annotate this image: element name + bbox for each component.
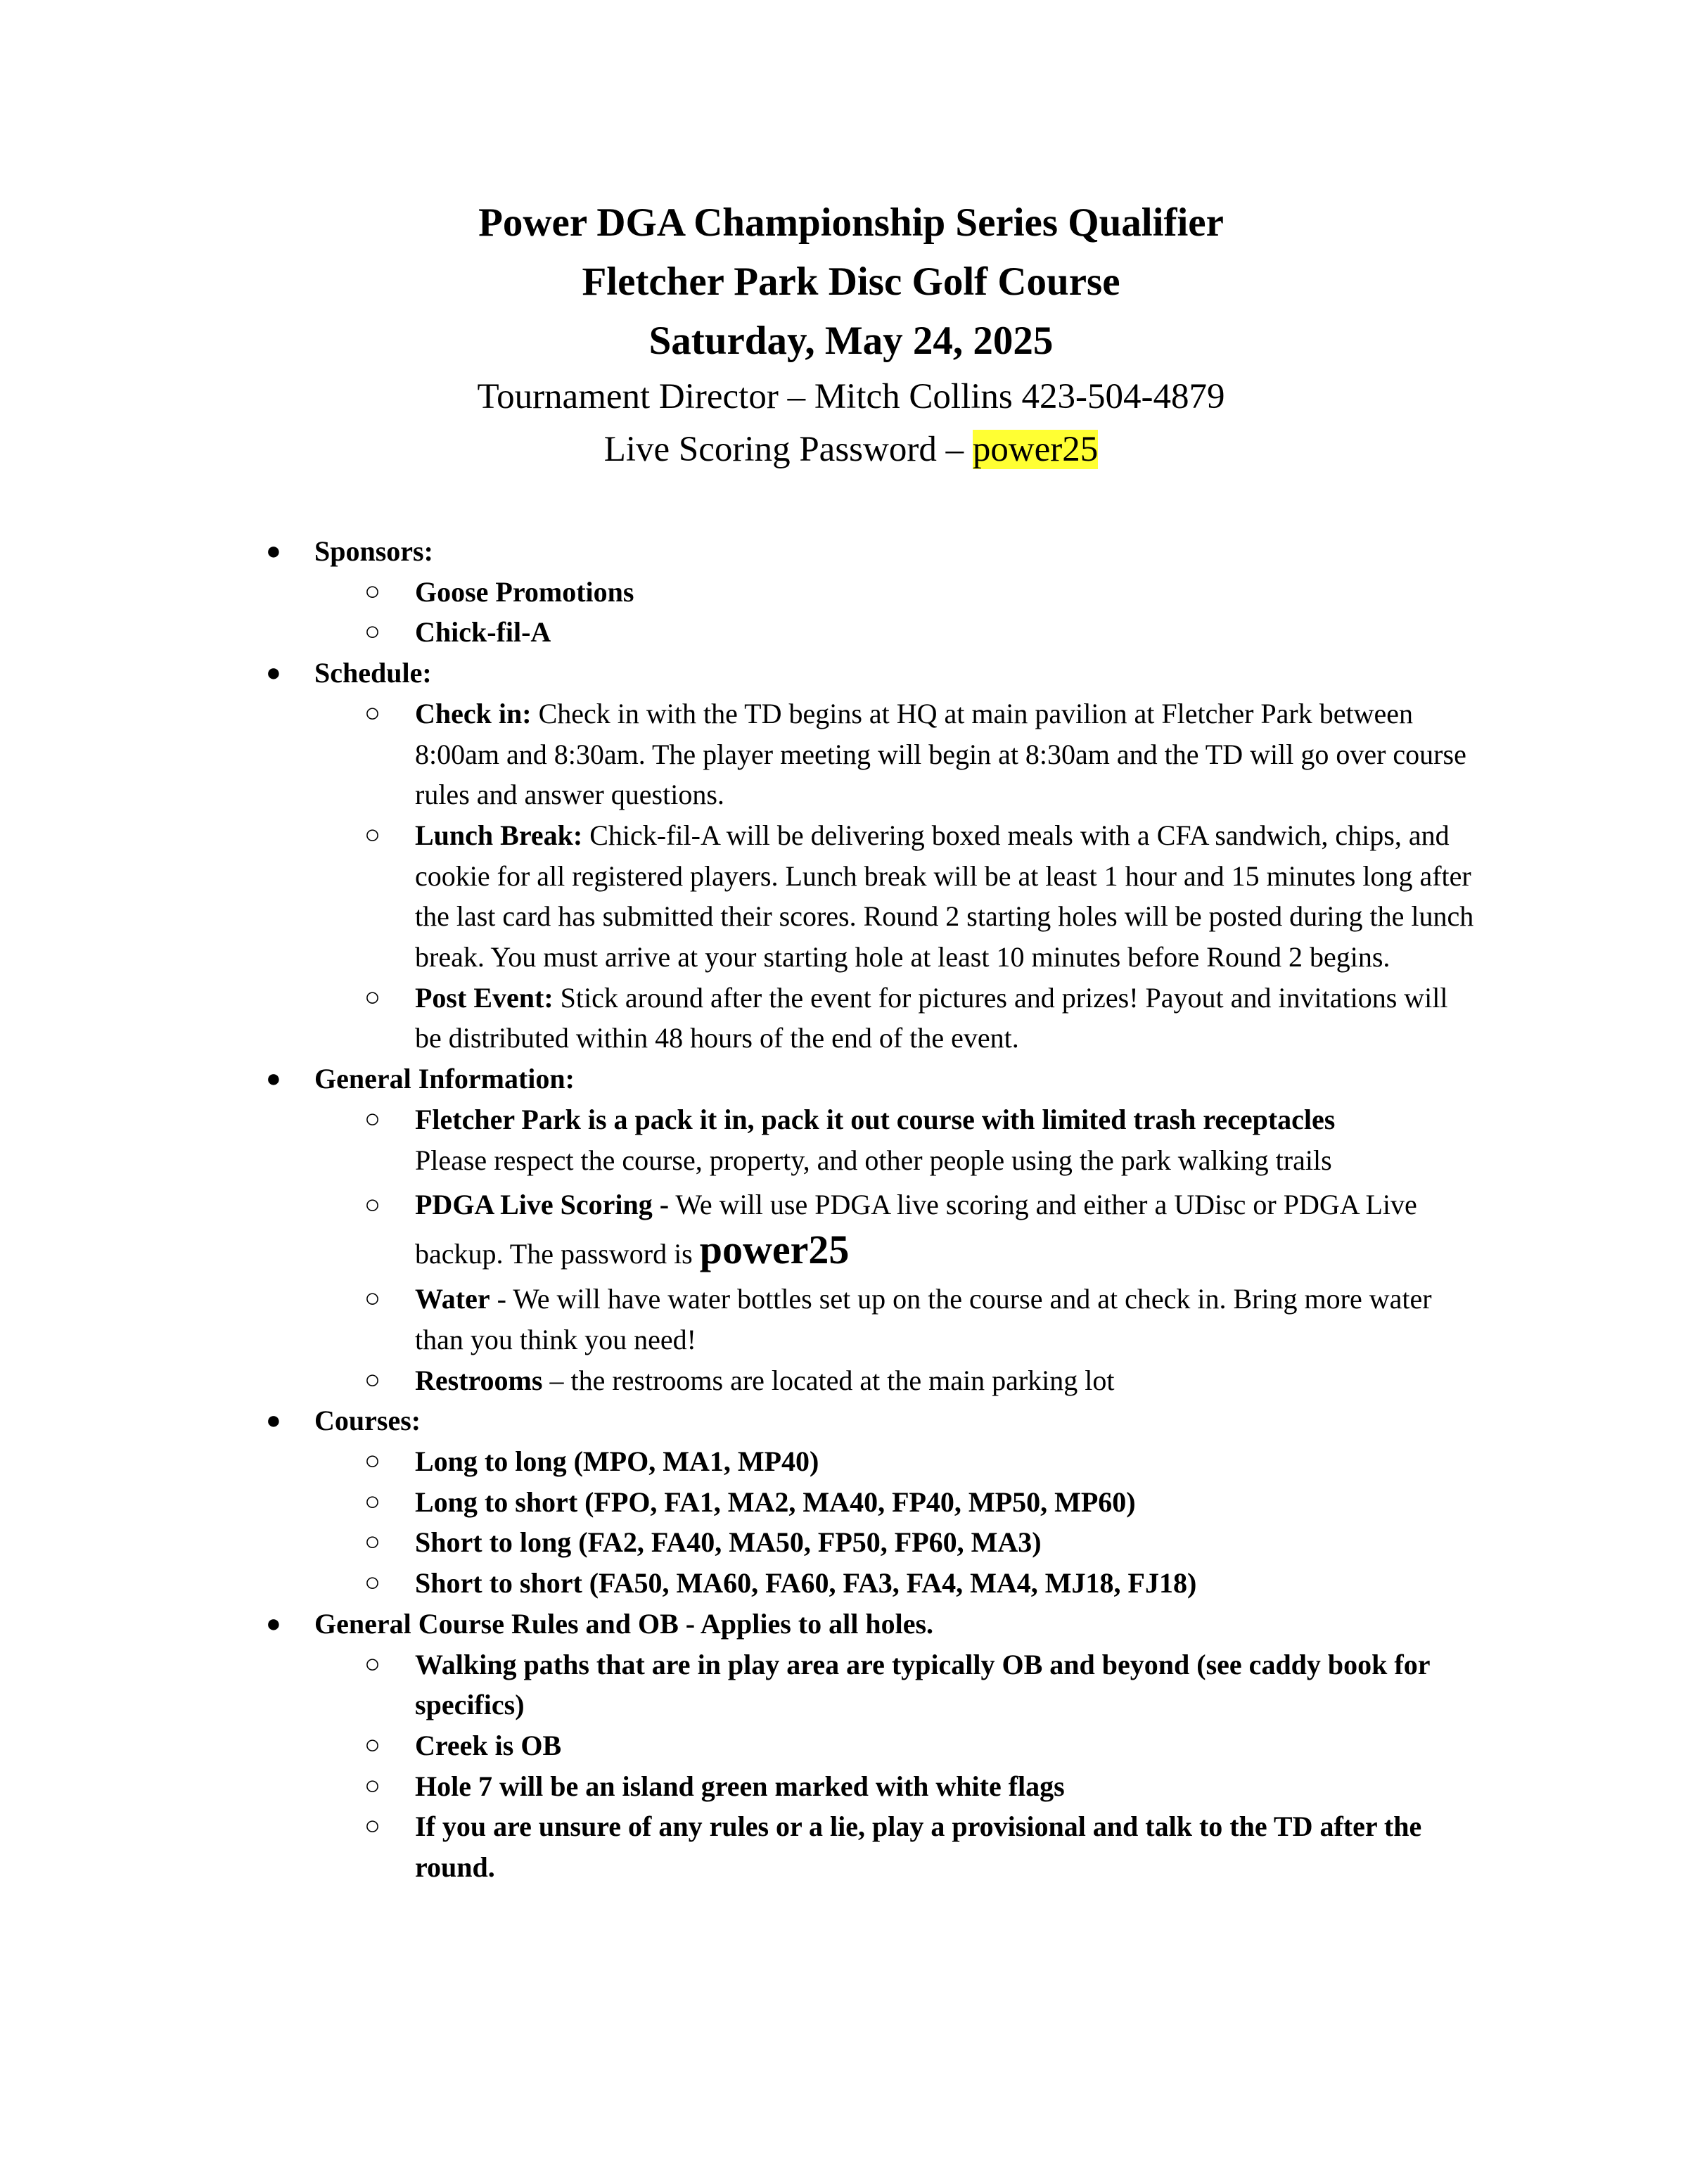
bullet-icon: ● [266,658,281,687]
course-item: ○ Short to long (FA2, FA40, MA50, FP50, FP60, MA3) [0,1522,1688,1563]
course-item: ○ Short to short (FA50, MA60, FA60, FA3, FA4, MA4, MJ18, FJ18) [0,1563,1688,1604]
circle-bullet-icon: ○ [364,1527,381,1557]
bullet-icon: ● [266,537,281,565]
circle-bullet-icon: ○ [364,1365,381,1395]
info-list [0,531,1688,1888]
course-name: Fletcher Park Disc Golf Course [582,260,1120,304]
password-highlight: power25 [972,430,1099,469]
circle-bullet-icon: ○ [364,1811,381,1841]
general-item-pack-it-out: ○ Fletcher Park is a pack it in, pack it out course with limited trash receptacles Please respect the course, property, and other people using the park walking trails [0,1099,1688,1180]
general-item-restrooms: ○ Restrooms – the restrooms are located at the main parking lot [0,1360,1688,1401]
section-course-rules [0,1604,1688,1645]
password-label: Live Scoring Password – [603,430,973,469]
rule-item: ○ If you are unsure of any rules or a lie, play a provisional and talk to the TD after the round. [0,1806,1688,1887]
circle-bullet-icon: ○ [364,819,381,850]
event-title: Power DGA Championship Series Qualifier [478,200,1224,245]
circle-bullet-icon: ○ [364,1104,381,1134]
circle-bullet-icon: ○ [364,576,381,606]
section-courses [0,1400,1688,1441]
schedule-lunch-break: ○ Lunch Break: Chick-fil-A will be delivering boxed meals with a CFA sandwich, chips, and cookie for all registered players. Lunch break will be at least 1 hour and 15 minutes long after the last card has submitted their scores. Round 2 starting holes will be posted during the lunch break. You must arrive at your starting hole at least 10 minutes before Round 2 begins. [0,815,1688,978]
circle-bullet-icon: ○ [364,617,381,647]
general-item-water: ○ Water - We will have water bottles set up on the course and at check in. Bring more water than you think you need! [0,1279,1688,1360]
bullet-icon: ● [266,1406,281,1435]
section-sponsors [0,531,1688,572]
course-item: ○ Long to short (FPO, FA1, MA2, MA40, FP40, MP50, MP60) [0,1482,1688,1523]
circle-bullet-icon: ○ [364,1568,381,1598]
schedule-post-event: ○ Post Event: Stick around after the event for pictures and prizes! Payout and invitations will be distributed within 48 hours of the end of the event. [0,978,1688,1059]
sponsor-item: ○ Goose Promotions [0,572,1688,613]
section-schedule [0,653,1688,694]
rule-item: ○ Walking paths that are in play area are typically OB and beyond (see caddy book for specifics) [0,1645,1688,1725]
password-emphasis: power25 [699,1227,850,1273]
circle-bullet-icon: ○ [364,1730,381,1760]
section-general-information [0,1059,1688,1099]
bullet-icon: ● [266,1609,281,1637]
circle-bullet-icon: ○ [364,1284,381,1314]
circle-bullet-icon: ○ [364,1649,381,1679]
circle-bullet-icon: ○ [364,1446,381,1476]
bullet-icon: ● [266,1064,281,1093]
live-scoring-password-line [0,423,1688,476]
schedule-check-in: ○ Check in: Check in with the TD begins at HQ at main pavilion at Fletcher Park between 8:00am and 8:30am. The player meeting will begin at 8:30am and the TD will go over course rules and answer questions. [0,694,1688,815]
event-date: Saturday, May 24, 2025 [648,319,1054,363]
document-header [0,193,1688,476]
sponsor-item: ○ Chick-fil-A [0,612,1688,653]
section-heading: Courses: [314,1405,421,1437]
section-heading: Sponsors: [314,535,433,567]
circle-bullet-icon: ○ [364,982,381,1012]
circle-bullet-icon: ○ [364,698,381,728]
circle-bullet-icon: ○ [364,1190,381,1220]
circle-bullet-icon: ○ [364,1770,381,1801]
circle-bullet-icon: ○ [364,1486,381,1516]
general-item-live-scoring: ○ PDGA Live Scoring - We will use PDGA live scoring and either a UDisc or PDGA Live backup. The password is power25 [0,1180,1688,1279]
tournament-director: Tournament Director – Mitch Collins 423-504-4879 [477,377,1225,416]
rule-item: ○ Creek is OB [0,1725,1688,1766]
course-item: ○ Long to long (MPO, MA1, MP40) [0,1441,1688,1482]
section-heading: General Course Rules and OB - Applies to all holes. [314,1607,934,1640]
section-heading: General Information: [314,1063,575,1095]
section-heading: Schedule: [314,657,432,689]
rule-item: ○ Hole 7 will be an island green marked with white flags [0,1766,1688,1807]
